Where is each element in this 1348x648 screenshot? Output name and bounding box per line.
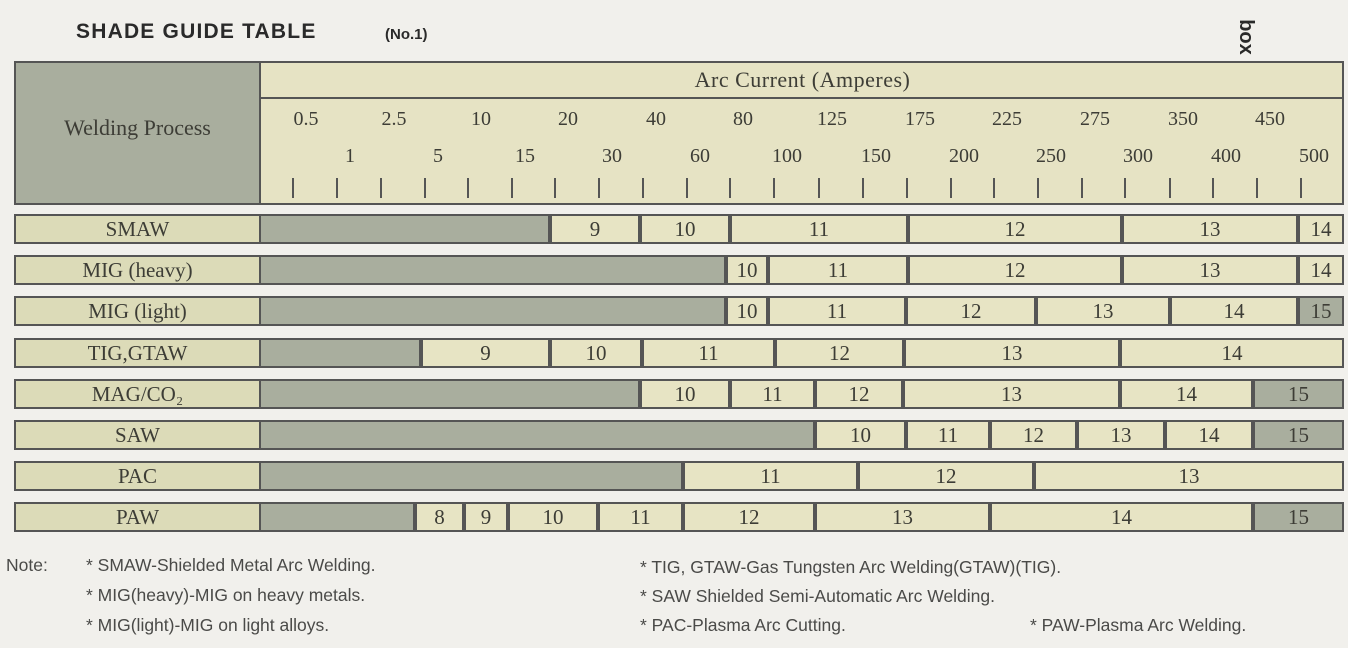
shade-number-cell: 10	[815, 420, 906, 450]
shade-number-cell: 13	[1122, 255, 1298, 285]
process-label: PAW	[14, 502, 261, 532]
shade-number-cell: 14	[1170, 296, 1298, 326]
arc-current-header: Arc Current (Amperes)	[694, 67, 911, 92]
amperage-label-bottom: 200	[949, 145, 979, 167]
amperage-tick	[1037, 178, 1039, 198]
note-item: * TIG, GTAW-Gas Tungsten Arc Welding(GTAW)(TIG).	[640, 557, 1062, 577]
amperage-label-top: 2.5	[381, 108, 407, 130]
not-applicable-range	[259, 255, 726, 285]
note-item: * PAW-Plasma Arc Welding.	[1030, 615, 1247, 635]
amperage-tick	[906, 178, 908, 198]
amperage-label-bottom: 250	[1036, 145, 1066, 167]
amperage-label-top: 175	[905, 108, 935, 130]
not-applicable-range	[259, 461, 683, 491]
shade-number-cell: 15	[1253, 420, 1344, 450]
process-label: SMAW	[14, 214, 261, 244]
note-item: * SMAW-Shielded Metal Arc Welding.	[86, 555, 376, 575]
amperage-tick	[950, 178, 952, 198]
amperage-tick	[467, 178, 469, 198]
shade-number-cell: 13	[903, 379, 1120, 409]
not-applicable-range	[259, 338, 421, 368]
not-applicable-range	[259, 296, 726, 326]
amperage-tick	[1124, 178, 1126, 198]
shade-number-cell: 14	[1120, 338, 1344, 368]
note-item: * MIG(light)-MIG on light alloys.	[86, 615, 330, 635]
shade-number-cell: 12	[990, 420, 1077, 450]
shade-number-cell: 12	[775, 338, 904, 368]
shade-number-cell: 12	[908, 255, 1122, 285]
amperage-tick	[773, 178, 775, 198]
amperage-tick	[1300, 178, 1302, 198]
note-item: * PAC-Plasma Arc Cutting.	[640, 615, 846, 635]
amperage-tick	[729, 178, 731, 198]
shade-number-cell: 12	[815, 379, 903, 409]
welding-process-header: Welding Process	[64, 115, 211, 140]
shade-number-cell: 14	[1298, 214, 1344, 244]
not-applicable-range	[259, 214, 550, 244]
amperage-tick	[598, 178, 600, 198]
amperage-label-bottom: 60	[690, 145, 710, 167]
amperage-tick	[511, 178, 513, 198]
amperage-tick	[818, 178, 820, 198]
amperage-tick	[554, 178, 556, 198]
amperage-tick	[862, 178, 864, 198]
amperage-tick	[424, 178, 426, 198]
box-label: box	[1235, 19, 1257, 55]
amperage-label-top: 20	[558, 108, 578, 130]
shade-number-cell: 13	[1034, 461, 1344, 491]
note-item: * SAW Shielded Semi-Automatic Arc Welding.	[640, 586, 996, 606]
amperage-label-bottom: 30	[602, 145, 622, 167]
shade-number-cell: 13	[904, 338, 1120, 368]
shade-number-cell: 9	[421, 338, 550, 368]
amperage-label-top: 275	[1080, 108, 1110, 130]
notes-label: Note:	[6, 555, 48, 575]
shade-number-cell: 10	[640, 379, 730, 409]
process-label: MIG (light)	[14, 296, 261, 326]
amperage-label-bottom: 15	[515, 145, 535, 167]
amperage-label-top: 225	[992, 108, 1022, 130]
process-label: TIG,GTAW	[14, 338, 261, 368]
shade-number-cell: 13	[1077, 420, 1165, 450]
process-label: MAG/CO₂	[14, 379, 261, 409]
shade-number-cell: 13	[815, 502, 990, 532]
amperage-tick	[336, 178, 338, 198]
shade-number-cell: 14	[990, 502, 1253, 532]
amperage-tick	[292, 178, 294, 198]
shade-number-cell: 11	[906, 420, 990, 450]
shade-number-cell: 11	[730, 214, 908, 244]
not-applicable-range	[259, 379, 640, 409]
amperage-label-top: 40	[646, 108, 666, 130]
amperage-label-bottom: 300	[1123, 145, 1153, 167]
shade-number-cell: 10	[640, 214, 730, 244]
shade-number-cell: 11	[598, 502, 683, 532]
shade-number-cell: 10	[508, 502, 598, 532]
amperage-label-bottom: 400	[1211, 145, 1241, 167]
shade-number-cell: 14	[1165, 420, 1253, 450]
shade-number-cell: 10	[726, 255, 768, 285]
shade-number-cell: 8	[415, 502, 464, 532]
amperage-label-bottom: 1	[345, 145, 355, 167]
shade-number-cell: 12	[683, 502, 815, 532]
shade-number-cell: 15	[1253, 379, 1344, 409]
shade-number-cell: 15	[1253, 502, 1344, 532]
not-applicable-range	[259, 502, 415, 532]
shade-number-cell: 13	[1122, 214, 1298, 244]
shade-number-cell: 14	[1120, 379, 1253, 409]
shade-number-cell: 11	[730, 379, 815, 409]
shade-number-cell: 12	[908, 214, 1122, 244]
shade-number-cell: 12	[858, 461, 1034, 491]
amperage-label-bottom: 150	[861, 145, 891, 167]
shade-number-cell: 14	[1298, 255, 1344, 285]
amperage-label-top: 80	[733, 108, 753, 130]
shade-number-cell: 15	[1298, 296, 1344, 326]
amperage-label-top: 125	[817, 108, 847, 130]
shade-number-cell: 13	[1036, 296, 1170, 326]
amperage-tick	[1256, 178, 1258, 198]
shade-number-cell: 11	[642, 338, 775, 368]
amperage-label-bottom: 5	[433, 145, 443, 167]
amperage-tick	[1081, 178, 1083, 198]
amperage-label-top: 350	[1168, 108, 1198, 130]
not-applicable-range	[259, 420, 815, 450]
shade-number-cell: 9	[464, 502, 508, 532]
amperage-tick	[380, 178, 382, 198]
shade-number-cell: 11	[768, 296, 906, 326]
note-item: * MIG(heavy)-MIG on heavy metals.	[86, 585, 366, 605]
amperage-tick	[642, 178, 644, 198]
shade-number-cell: 10	[726, 296, 768, 326]
amperage-tick	[993, 178, 995, 198]
process-label: PAC	[14, 461, 261, 491]
table-number: (No.1)	[385, 26, 428, 43]
amperage-tick	[686, 178, 688, 198]
amperage-label-top: 10	[471, 108, 491, 130]
amperage-tick	[1169, 178, 1171, 198]
amperage-label-top: 0.5	[293, 108, 319, 130]
amperage-label-top: 450	[1255, 108, 1285, 130]
shade-number-cell: 12	[906, 296, 1036, 326]
shade-number-cell: 11	[683, 461, 858, 491]
amperage-label-bottom: 500	[1299, 145, 1329, 167]
process-label: MIG (heavy)	[14, 255, 261, 285]
shade-number-cell: 10	[550, 338, 642, 368]
document-title: SHADE GUIDE TABLE	[76, 20, 317, 43]
shade-number-cell: 11	[768, 255, 908, 285]
shade-number-cell: 9	[550, 214, 640, 244]
amperage-tick	[1212, 178, 1214, 198]
amperage-label-bottom: 100	[772, 145, 802, 167]
process-label: SAW	[14, 420, 261, 450]
